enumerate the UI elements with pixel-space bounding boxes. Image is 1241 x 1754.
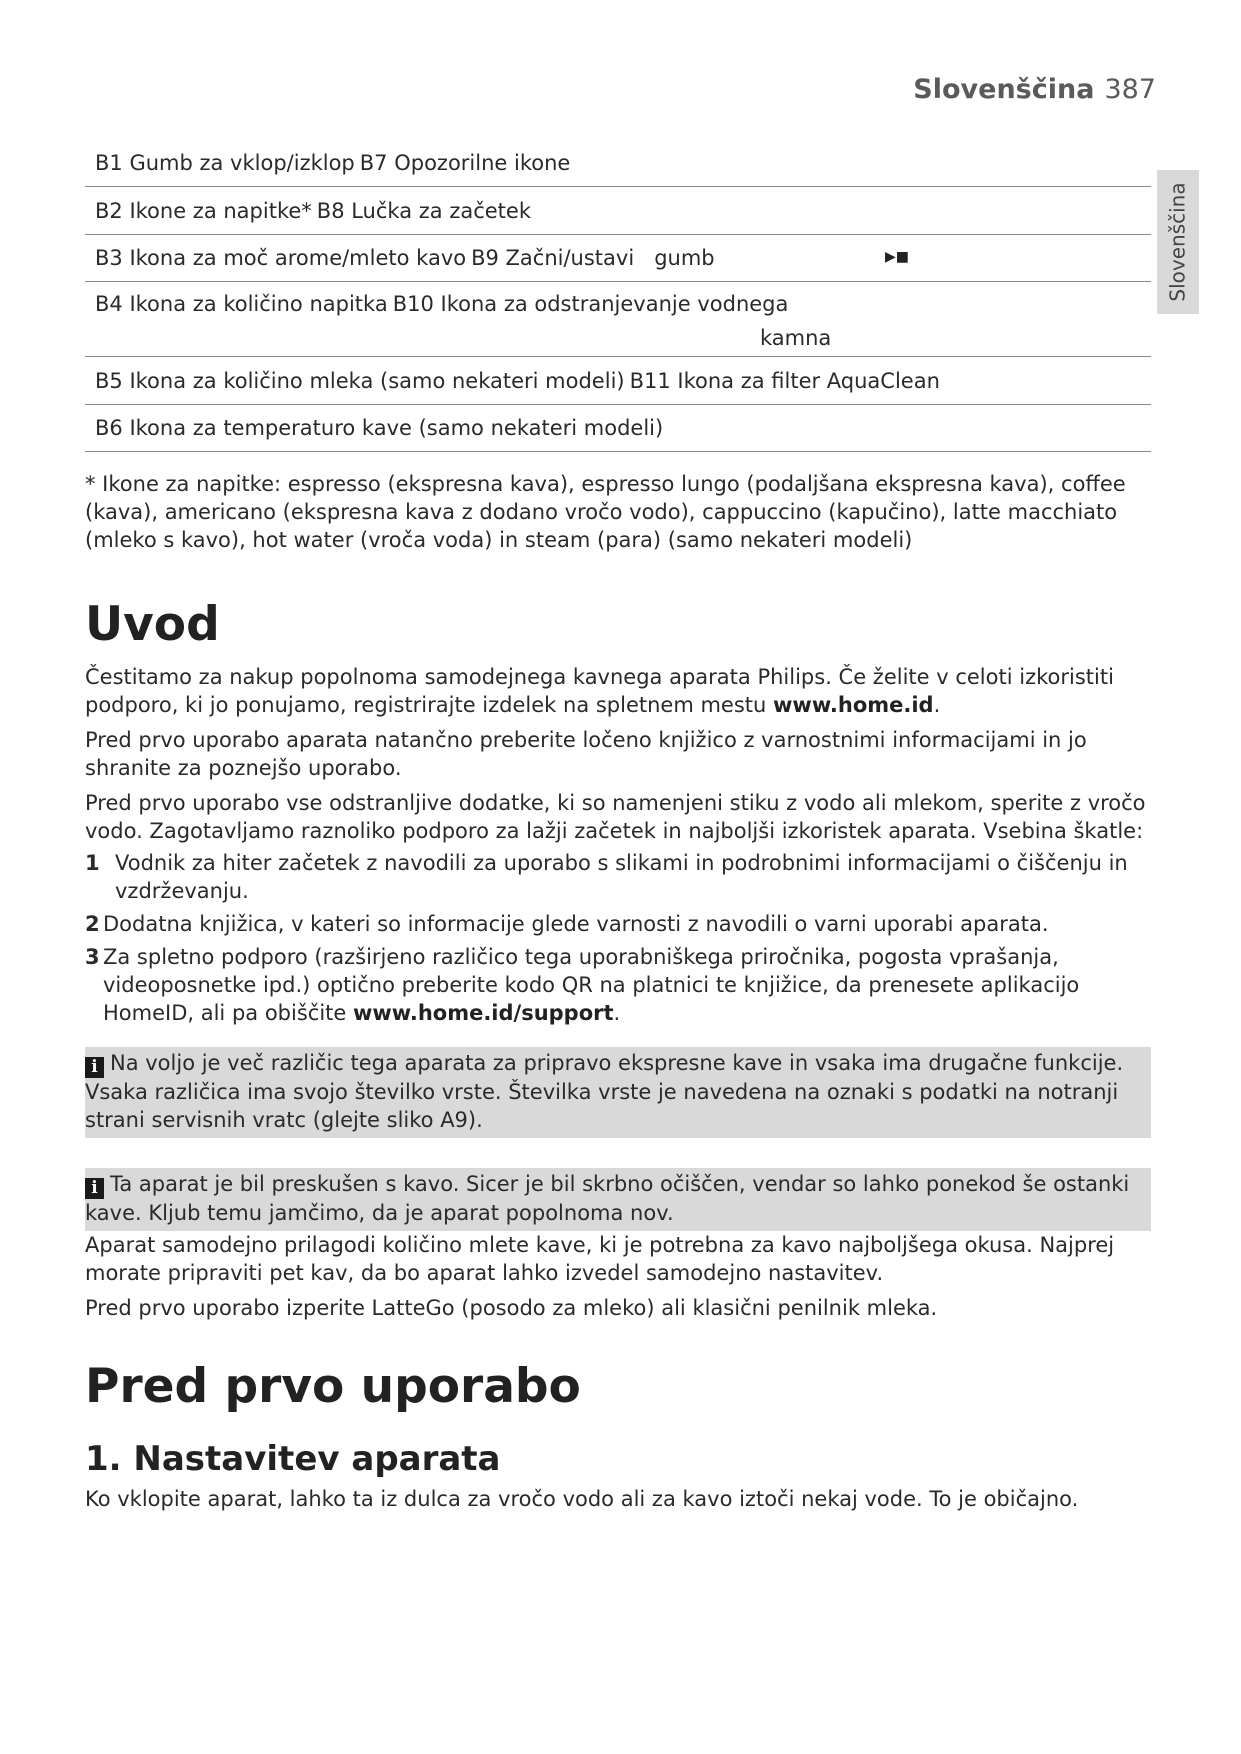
note-text: Ta aparat je bil preskušen s kavo. Sicer je bil skrbno očiščen, vendar so lahko ponekod še ostanki kave. Kljub temu jamčimo, da je aparat popolnoma nov. bbox=[85, 1172, 1130, 1225]
list-text-end: . bbox=[613, 1001, 621, 1025]
legend-right: B10 Ikona za odstranjevanje vodnega bbox=[392, 292, 789, 316]
page-number: 387 bbox=[1104, 74, 1156, 105]
box-contents-paragraph: Pred prvo uporabo vse odstranljive dodatke, ki so namenjeni stiku z vodo ali mlekom, sperite z vročo vodo. Zagotavljamo raznoliko podporo za lažji začetek in najboljši izkoristek aparata. Vsebina škatle: bbox=[85, 791, 1146, 843]
note-text: Na voljo je več različic tega aparata za pripravo ekspresne kave in vsaka ima drugačne funkcije. Vsaka različica ima svojo številko vrste. Številka vrste je navedena na oznaki s podatki na notranji strani servisnih vratc (glejte sliko A9). bbox=[85, 1051, 1124, 1132]
component-legend-table bbox=[85, 140, 1151, 452]
legend-right: B9 Začni/ustavi gumb bbox=[471, 246, 715, 270]
intro-text-end: . bbox=[933, 693, 941, 717]
beverage-footnote: * Ikone za napitke: espresso (ekspresna kava), espresso lungo (podaljšana ekspresna kava), coffee (kava), americano (ekspresna kava z dodano vročo vodo), cappuccino (kapučino), latte macchiato (mleko s kavo), hot water (vroča voda) in steam (para) (samo nekateri modeli) bbox=[85, 472, 1126, 552]
legend-row bbox=[85, 282, 1151, 357]
list-item bbox=[85, 849, 1151, 905]
info-note bbox=[85, 1047, 1151, 1138]
section-title-uvod: Uvod bbox=[85, 597, 220, 652]
legend-row bbox=[85, 405, 1151, 452]
list-item bbox=[85, 943, 1151, 1027]
subsection-title-setup: 1. Nastavitev aparata bbox=[85, 1439, 501, 1479]
intro-paragraph bbox=[85, 663, 1151, 719]
play-pause-icon: ▶■ bbox=[885, 249, 909, 265]
page-header bbox=[913, 74, 1156, 105]
home-id-link[interactable]: www.home.id bbox=[773, 693, 934, 717]
list-number: 3 bbox=[85, 945, 100, 969]
grind-adjust-paragraph: Aparat samodejno prilagodi količino mlete kave, ki je potrebna za kavo najboljšega okusa. Najprej morate pripraviti pet kav, da bo aparat lahko izvedel samodejno nastavitev. bbox=[85, 1233, 1115, 1285]
side-tab-label: Slovenščina bbox=[1166, 182, 1190, 302]
legend-right: B8 Lučka za začetek bbox=[316, 198, 531, 223]
legend-row bbox=[85, 235, 1151, 282]
list-number: 2 bbox=[85, 912, 100, 936]
list-text bbox=[103, 943, 1151, 1027]
legend-right: B11 Ikona za filter AquaClean bbox=[629, 368, 940, 393]
header-language: Slovenščina bbox=[913, 74, 1095, 105]
legend-left: B2 Ikone za napitke* bbox=[95, 198, 312, 223]
list-number: 1 bbox=[85, 851, 100, 875]
setup-paragraph: Ko vklopite aparat, lahko ta iz dulca za vročo vodo ali za kavo iztoči nekaj vode. To je običajno. bbox=[85, 1487, 1079, 1511]
legend-left: B1 Gumb za vklop/izklop bbox=[95, 151, 355, 175]
legend-row bbox=[85, 357, 1151, 405]
legend-right: B7 Opozorilne ikone bbox=[359, 151, 571, 175]
list-text: Vodnik za hiter začetek z navodili za uporabo s slikami in podrobnimi informacijami o čiščenju in vzdrževanju. bbox=[115, 851, 1128, 903]
info-note bbox=[85, 1168, 1151, 1231]
legend-left: B6 Ikona za temperaturo kave (samo nekateri modeli) bbox=[95, 416, 664, 440]
list-text: Dodatna knjižica, v kateri so informacije glede varnosti z navodili o varni uporabi aparata. bbox=[103, 912, 1049, 936]
legend-left: B5 Ikona za količino mleka (samo nekateri modeli) bbox=[95, 368, 625, 393]
support-link[interactable]: www.home.id/support bbox=[352, 1001, 614, 1025]
legend-row bbox=[85, 140, 1151, 187]
lattego-paragraph: Pred prvo uporabo izperite LatteGo (posodo za mleko) ali klasični penilnik mleka. bbox=[85, 1296, 938, 1320]
section-title-before-first-use: Pred prvo uporabo bbox=[85, 1359, 581, 1414]
main-content bbox=[85, 470, 1151, 1520]
list-text-body: Za spletno podporo (razširjeno različico tega uporabniškega priročnika, pogosta vprašanja, videoposnetke ipd.) optično preberite kodo QR na platnici te knjižice, da prenesete aplikacijo HomeID, ali pa obiščite bbox=[103, 945, 1080, 1025]
legend-left: B3 Ikona za moč arome/mleto kavo bbox=[95, 246, 467, 270]
intro-text: Čestitamo za nakup popolnoma samodejnega kavnega aparata Philips. Če želite v celoti izkoristiti podporo, ki jo ponujamo, registrirajte izdelek na spletnem mestu bbox=[85, 665, 1114, 717]
legend-continuation: kamna bbox=[760, 326, 832, 350]
legend-left: B4 Ikona za količino napitka bbox=[95, 292, 388, 316]
list-item bbox=[85, 910, 1151, 938]
info-icon: i bbox=[85, 1057, 104, 1078]
language-side-tab bbox=[1157, 170, 1199, 314]
legend-row bbox=[85, 187, 1151, 235]
info-icon: i bbox=[85, 1178, 104, 1199]
safety-paragraph: Pred prvo uporabo aparata natančno preberite ločeno knjižico z varnostnimi informacijami in jo shranite za poznejšo uporabo. bbox=[85, 728, 1087, 780]
